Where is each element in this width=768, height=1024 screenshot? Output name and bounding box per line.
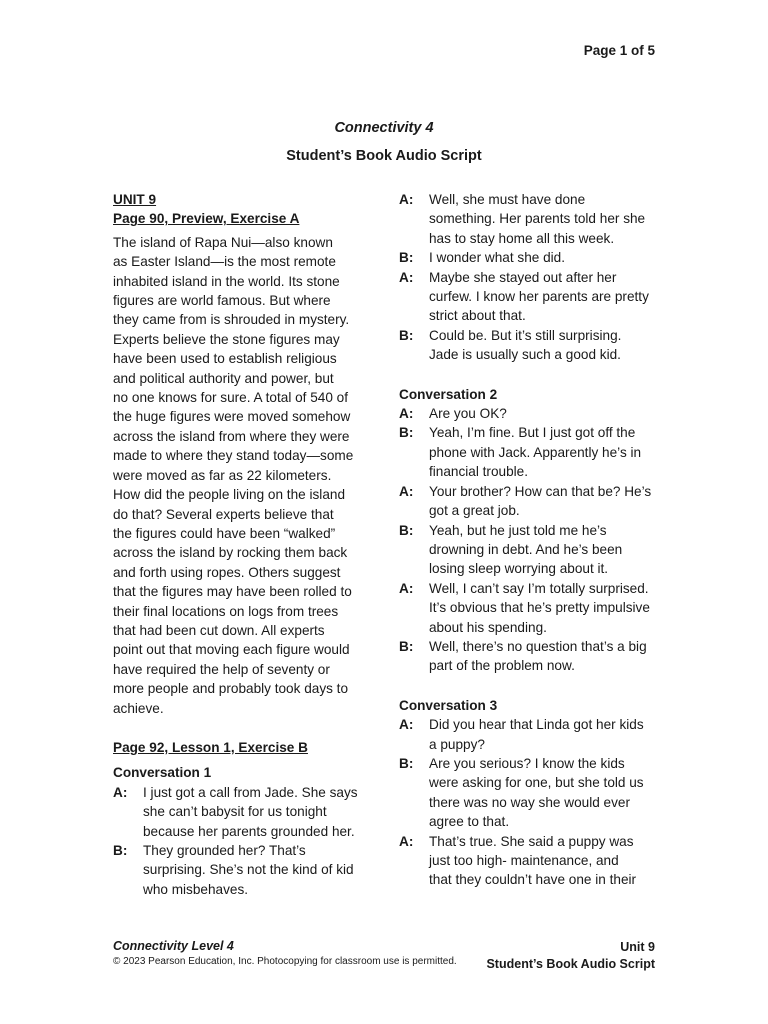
dialogue-line: Are you OK? [429,406,507,422]
paragraph-line: How did the people living on the island [113,487,346,503]
speaker-label: A: [399,717,414,733]
dialogue-turn [399,404,656,423]
footer-left [113,939,457,967]
paragraph-line: across the island by rocking them back [113,545,348,561]
dialogue-line: just too high- maintenance, and [429,853,619,868]
dialogue-line: strict about that. [429,308,526,324]
speaker-label: A: [399,580,414,596]
section-heading-lesson1: Page 92, Lesson 1, Exercise B [113,739,308,755]
dialogue-turn [399,832,656,890]
footer-right [486,939,655,973]
dialogue-line: Well, I can’t say I’m totally surprised. [429,580,649,596]
document-title: Student’s Book Audio Script [286,148,482,164]
passage-paragraph [113,233,368,718]
dialogue-line: has to stay home all this week. [429,230,615,246]
speaker-label: A: [399,833,414,849]
footer-unit: Unit 9 [620,940,655,954]
speaker-label: B: [399,755,414,771]
dialogue-turn [399,521,656,579]
dialogue-turn [399,326,656,365]
dialogue-line: there was no way she would ever [429,794,630,810]
dialogue-line: It’s obvious that he’s pretty impulsive [429,600,650,616]
paragraph-line: and political authority and power, but [113,370,334,386]
paragraph-line: point out that moving each figure would [113,642,350,658]
dialogue-text [429,832,656,890]
conversation-1-continued [399,190,656,365]
dialogue-line: were asking for one, but she told us [429,775,644,791]
footer-script-title: Student’s Book Audio Script [486,957,655,971]
dialogue-text [429,579,656,637]
paragraph-line: across the island from where they were [113,428,350,444]
dialogue-line: she can’t babysit for us tonight [143,804,327,820]
dialogue-line: Are you serious? I know the kids [429,755,625,771]
paragraph-line: the figures could have been “walked” [113,525,336,541]
dialogue-text [429,482,656,521]
paragraph-line: achieve. [113,700,164,716]
speaker-label: B: [399,522,414,538]
dialogue-turn [399,579,656,637]
left-column [113,190,368,899]
paragraph-line: made to where they stand today—some [113,448,354,464]
book-title: Connectivity 4 [334,120,434,136]
dialogue-turn [399,248,656,267]
paragraph-line: Experts believe the stone figures may [113,331,340,347]
dialogue-line: Could be. But it’s still surprising. [429,327,622,343]
dialogue-text [429,423,656,481]
paragraph-line: as Easter Island—is the most remote [113,254,336,270]
dialogue-turn [399,190,656,248]
dialogue-text [429,637,656,676]
speaker-label: A: [399,406,414,422]
dialogue-text [143,841,368,899]
dialogue-line: Yeah, but he just told me he’s [429,522,607,538]
dialogue-line: who misbehaves. [143,881,249,897]
dialogue-line: I wonder what she did. [429,250,566,266]
page-number: Page 1 of 5 [583,43,655,58]
dialogue-turn [399,637,656,676]
dialogue-line: about his spending. [429,619,547,635]
dialogue-text [429,715,656,754]
dialogue-line: Well, she must have done [429,192,586,207]
dialogue-text [429,326,656,365]
dialogue-turn [399,754,656,832]
dialogue-line: drowning in debt. And he’s been [429,541,623,557]
speaker-label: B: [399,638,414,654]
dialogue-line: Well, there’s no question that’s a big [429,638,647,654]
dialogue-turn [113,783,368,841]
conversation-1 [113,783,368,899]
conversation-2 [399,404,656,676]
conversation-3 [399,715,656,890]
dialogue-text [429,248,656,267]
dialogue-line: something. Her parents told her she [429,211,646,227]
dialogue-turn [113,841,368,899]
paragraph-line: more people and probably took days to [113,681,349,697]
dialogue-turn [399,482,656,521]
dialogue-line: financial trouble. [429,464,528,480]
dialogue-text [429,521,656,579]
conversation-1-title: Conversation 1 [113,765,212,781]
speaker-label: A: [399,192,414,207]
right-column [399,190,656,890]
speaker-label: A: [399,483,414,499]
paragraph-line: the huge figures were moved somehow [113,409,351,425]
dialogue-line: curfew. I know her parents are pretty [429,289,649,305]
dialogue-line: Jade is usually such a good kid. [429,347,621,363]
dialogue-line: Your brother? How can that be? He’s [429,483,652,499]
conversation-3-title: Conversation 3 [399,697,498,713]
footer-book-title: Connectivity Level 4 [113,939,234,953]
paragraph-line: have been used to establish religious [113,351,337,367]
speaker-label: B: [399,327,414,343]
paragraph-line: figures are world famous. But where [113,293,331,309]
paragraph-line: that had been cut down. All experts [113,622,325,638]
dialogue-text [429,404,656,423]
speaker-label: A: [113,784,128,800]
dialogue-turn [399,423,656,481]
speaker-label: B: [399,425,414,441]
dialogue-line: That’s true. She said a puppy was [429,833,634,849]
dialogue-line: Did you hear that Linda got her kids [429,717,644,733]
dialogue-text [429,754,656,832]
paragraph-line: The island of Rapa Nui—also known [113,234,333,250]
paragraph-line: do that? Several experts believe that [113,506,334,522]
dialogue-line: agree to that. [429,814,510,830]
dialogue-text [429,268,656,326]
dialogue-turn [399,715,656,754]
dialogue-line: because her parents grounded her. [143,823,355,839]
copyright-notice: © 2023 Pearson Education, Inc. Photocopying for classroom use is permitted. [113,956,457,967]
dialogue-line: phone with Jack. Apparently he’s in [429,444,642,460]
speaker-label: B: [399,250,414,266]
paragraph-line: have required the help of seventy or [113,661,330,677]
section-heading-preview: Page 90, Preview, Exercise A [113,211,300,227]
paragraph-line: were moved as far as 22 kilometers. [113,467,332,483]
paragraph-line: that the figures may have been rolled to [113,584,352,600]
dialogue-text [429,190,656,248]
dialogue-line: I just got a call from Jade. She says [143,784,358,800]
paragraph-line: and forth using ropes. Others suggest [113,564,341,580]
dialogue-line: They grounded her? That’s [143,843,306,858]
dialogue-line: that they couldn’t have one in their [429,872,637,888]
dialogue-line: Yeah, I’m fine. But I just got off the [429,425,636,441]
dialogue-line: losing sleep worrying about it. [429,561,609,577]
paragraph-line: inhabited island in the world. Its stone [113,273,340,289]
dialogue-line: got a great job. [429,503,520,519]
dialogue-line: surprising. She’s not the kind of kid [143,862,354,878]
paragraph-line: no one knows for sure. A total of 540 of [113,390,349,406]
dialogue-line: a puppy? [429,736,485,752]
speaker-label: A: [399,269,414,285]
dialogue-line: Maybe she stayed out after her [429,269,617,285]
dialogue-line: part of the problem now. [429,658,575,674]
speaker-label: B: [113,843,128,858]
unit-heading: UNIT 9 [113,192,157,207]
paragraph-line: they came from is shrouded in mystery. [113,312,350,328]
dialogue-text [143,783,368,841]
conversation-2-title: Conversation 2 [399,386,498,402]
paragraph-line: their final locations on logs from trees [113,603,339,619]
dialogue-turn [399,268,656,326]
